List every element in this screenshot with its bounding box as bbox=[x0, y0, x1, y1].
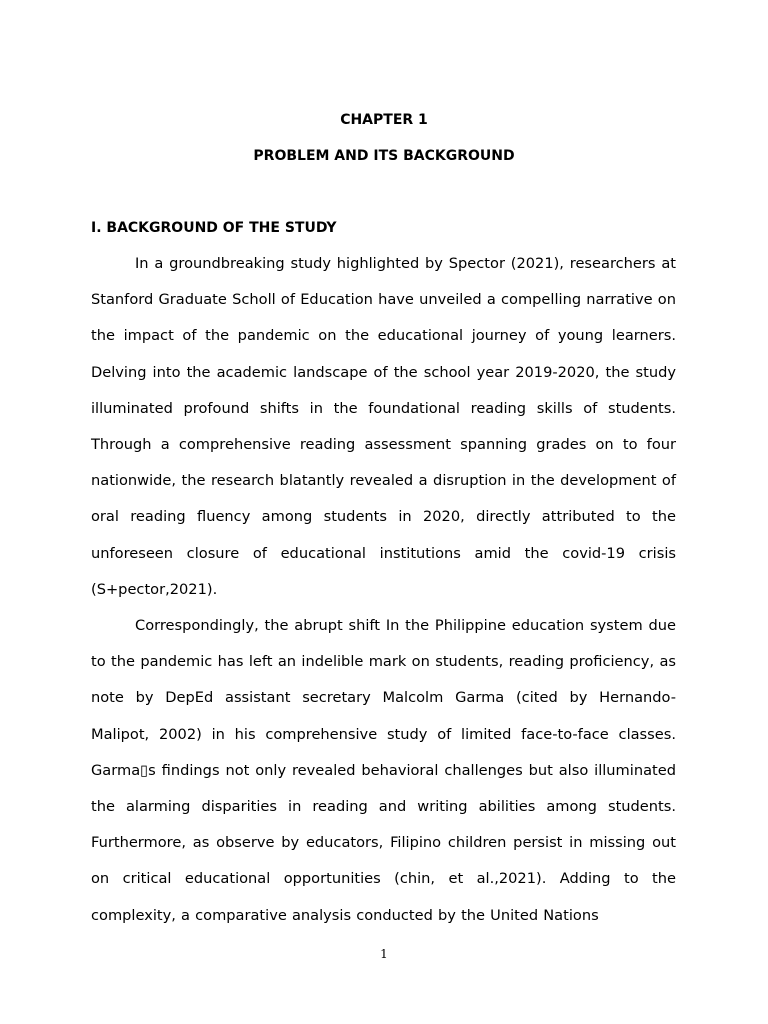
chapter-title: PROBLEM AND ITS BACKGROUND bbox=[253, 148, 515, 164]
section-heading: I. BACKGROUND OF THE STUDY bbox=[91, 220, 337, 236]
body-text bbox=[91, 246, 676, 934]
page-number: 1 bbox=[380, 947, 388, 961]
paragraph-2: Correspondingly, the abrupt shift In the Philippine education system due to the pandemic has left an indelible mark on students, reading proficiency, as note by DepEd assistant secretary Malcolm Garma (cited by Hernando- Malipot, 2002) in his comprehensive study of limited face-to-face classes. Garma▯s findings not only revealed behavioral challenges but also illuminated the alarming disparities in reading and writing abilities among students. Furthermore, as observe by educators, Filipino children persist in missing out on critical educational opportunities (chin, et al.,2021). Adding to the complexity, a comparative analysis conducted by the United Nations bbox=[91, 617, 676, 924]
chapter-label: CHAPTER 1 bbox=[340, 112, 428, 128]
paragraph-1: In a groundbreaking study highlighted by Spector (2021), researchers at Stanford Graduate Scholl of Education have unveiled a compelling narrative on the impact of the pandemic on the educational journey of young learners. Delving into the academic landscape of the school year 2019-2020, the study illuminated profound shifts in the foundational reading skills of students. Through a comprehensive reading assessment spanning grades on to four nationwide, the research blatantly revealed a disruption in the development of oral reading fluency among students in 2020, directly attributed to the unforeseen closure of educational institutions amid the covid-19 crisis (S+pector,2021). bbox=[91, 255, 676, 598]
